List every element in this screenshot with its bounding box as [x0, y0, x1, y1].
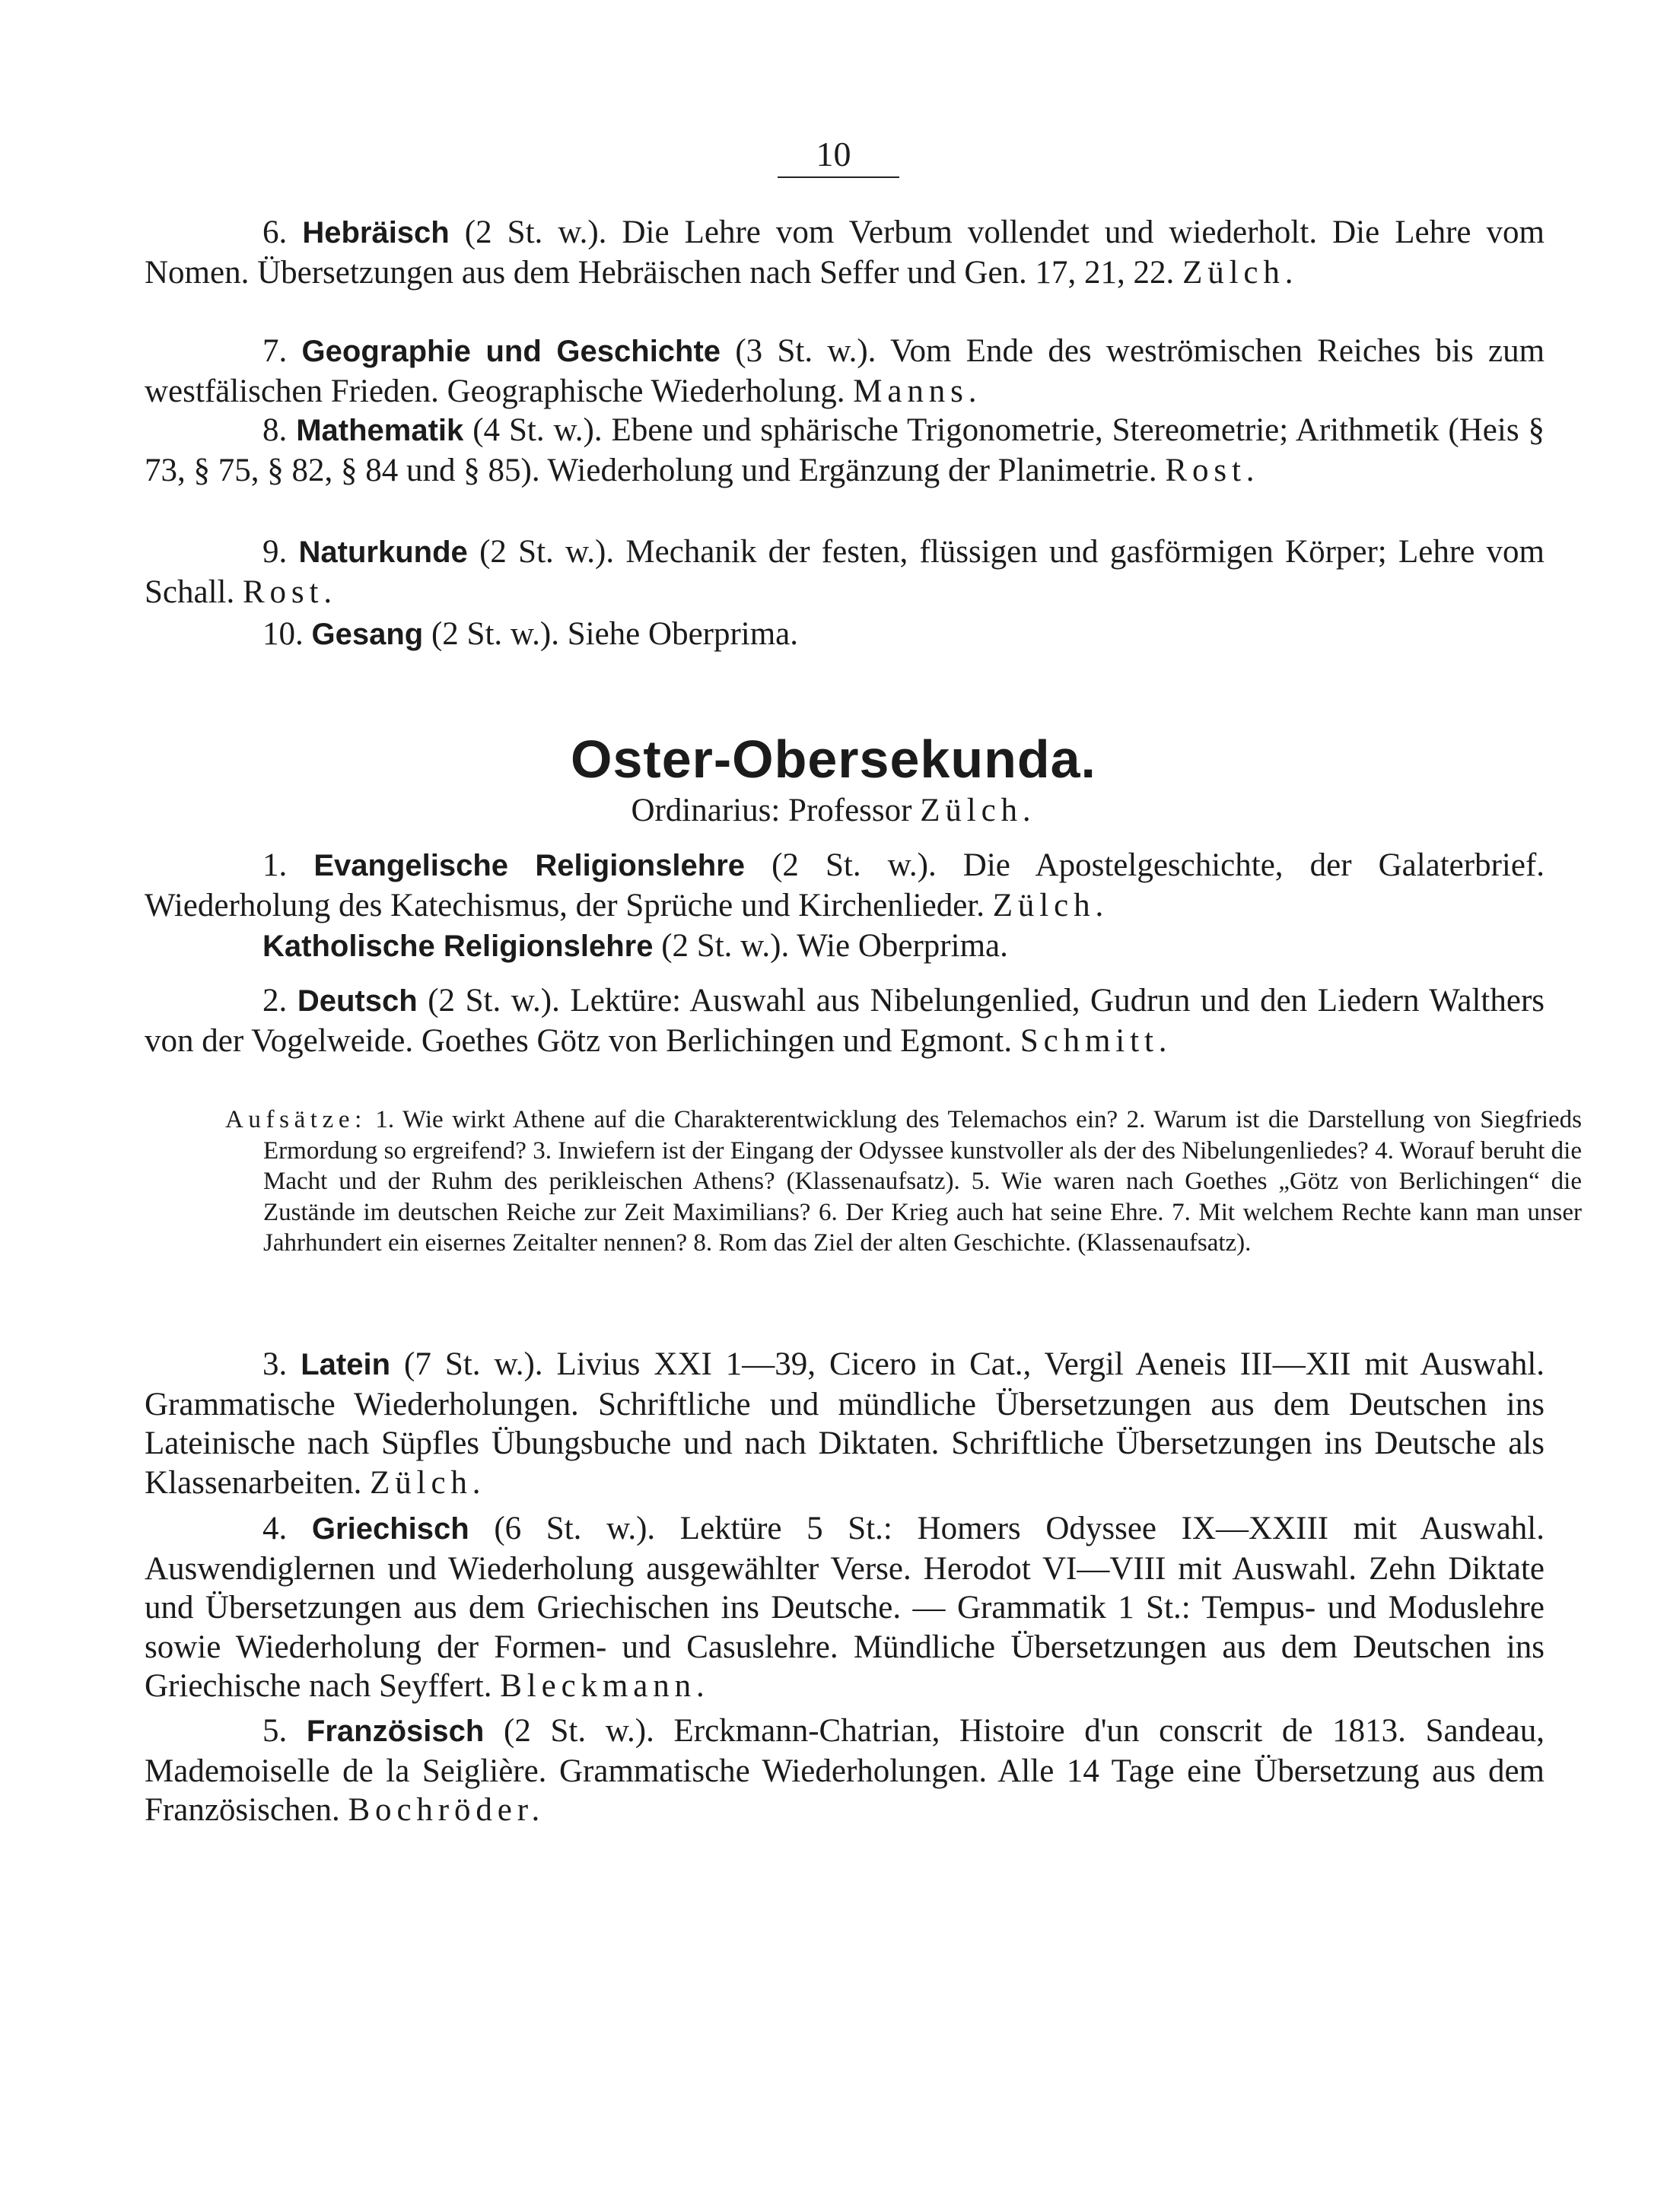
section-text: (2 St. w.). Wie Oberprima. [661, 928, 1008, 964]
subject-title: Mathematik [296, 414, 464, 447]
section-text: (2 St. w.). Die Lehre vom Verbum vollendet und wiederholt. Die Lehre vom Nomen. Übersetzungen aus dem Hebräischen nach Seffer und Gen. 17, 21, 22. [145, 215, 1545, 291]
aufsaetze-label: Aufsätze: [225, 1106, 367, 1133]
section-religion-evangelisch [145, 846, 1545, 925]
section-number: 6. [262, 215, 288, 250]
teacher-name: Rost. [1165, 452, 1260, 488]
teacher-name: Bleckmann. [500, 1668, 710, 1704]
subject-title: Naturkunde [298, 536, 468, 569]
section-text: (2 St. w.). Lektüre: Auswahl aus Nibelungenlied, Gudrun und den Liedern Walthers von der Vogelweide. Goethes Götz von Berlichingen und Egmont. [145, 983, 1545, 1059]
teacher-name: Schmitt. [1020, 1022, 1172, 1059]
teacher-name: Zülch. [370, 1464, 486, 1501]
subject-title: Griechisch [311, 1512, 469, 1546]
teacher-name: Rost. [242, 574, 337, 610]
section-religion-katholisch [145, 926, 1545, 967]
ordinarius-name: Zülch. [920, 793, 1036, 828]
section-text: (7 St. w.). Livius XXI 1—39, Cicero in Cat., Vergil Aeneis III—XII mit Auswahl. Grammatische Wiederholungen. Schriftliche und mündliche Übersetzungen aus dem Deutschen ins Lateinische nach Süpfles Übungsbuche und nach Diktaten. Schriftliche Übersetzungen ins Deutsche als Klassenarbeiten. [145, 1346, 1545, 1501]
section-number: 8. [262, 412, 288, 448]
section-text: (4 St. w.). Ebene und sphärische Trigonometrie, Stereometrie; Arithmetik (Heis § 73, § 75, § 82, § 84 und § 85). Wiederholung und Ergänzung der Planimetrie. [145, 412, 1545, 488]
teacher-name: Manns. [853, 373, 982, 409]
subject-title: Deutsch [297, 984, 418, 1018]
subject-title: Katholische Religionslehre [262, 930, 654, 963]
subject-title: Geographie und Geschichte [301, 335, 721, 368]
section-mathematik [145, 411, 1545, 490]
section-hebraeisch [145, 213, 1545, 292]
subject-title: Evangelische Religionslehre [313, 849, 746, 882]
section-number: 3. [262, 1346, 288, 1382]
subject-title: Hebräisch [302, 216, 450, 249]
section-text: (2 St. w.). Mechanik der festen, flüssigen und gasförmigen Körper; Lehre vom Schall. [145, 534, 1545, 610]
section-number: 4. [262, 1511, 288, 1546]
aufsaetze-list [225, 1104, 1582, 1259]
teacher-name: Zülch. [992, 887, 1109, 923]
section-number: 10. [262, 616, 304, 652]
teacher-name: Zülch. [1182, 254, 1299, 291]
section-number: 5. [262, 1713, 288, 1749]
section-text: (2 St. w.). Die Apostelgeschichte, der Galaterbrief. Wiederholung des Katechismus, der Sprüche und Kirchenlieder. [145, 847, 1545, 923]
teacher-name: Bochröder. [348, 1792, 546, 1828]
aufsaetze-text: 1. Wie wirkt Athene auf die Charakterentwicklung des Telemachos ein? 2. Warum ist die Darstellung von Siegfrieds Ermordung so ergreifend? 3. Inwiefern ist der Eingang der Odyssee kunstvoller als der des Nibelungenliedes? 4. Worauf beruht die Macht und der Ruhm des perikleischen Athens? (Klassenaufsatz). 5. Wie waren nach Goethes „Götz von Berlichingen“ die Zustände im deutschen Reiche zur Zeit Maximilians? 6. Der Krieg auch hat seine Ehre. 7. Mit welchem Rechte kann man unser Jahrhundert ein eisernes Zeitalter nennen? 8. Rom das Ziel der alten Geschichte. (Klassenaufsatz). [263, 1106, 1583, 1257]
page-number-rule [778, 176, 899, 178]
section-text: (2 St. w.). Siehe Oberprima. [431, 616, 799, 652]
section-number: 9. [262, 534, 288, 570]
section-latein [145, 1345, 1545, 1502]
ordinarius-line [0, 791, 1667, 831]
subject-title: Französisch [306, 1715, 485, 1748]
section-franzoesisch [145, 1711, 1545, 1830]
section-text: (6 St. w.). Lektüre 5 St.: Homers Odyssee IX—XXIII mit Auswahl. Auswendiglernen und Wiederholung ausgewählter Verse. Herodot VI—VIII mit Auswahl. Zehn Diktate und Übersetzungen aus dem Griechischen ins Deutsche. — Grammatik 1 St.: Tempus- und Moduslehre sowie Wiederholung der Formen- und Casuslehre. Mündliche Übersetzungen aus dem Deutschen ins Griechische nach Seyffert. [145, 1511, 1545, 1704]
section-text: (3 St. w.). Vom Ende des weströmischen Reiches bis zum westfälischen Frieden. Geographische Wiederholung. [145, 333, 1545, 409]
section-naturkunde [145, 532, 1545, 612]
subject-title: Gesang [311, 618, 424, 651]
section-number: 1. [262, 847, 288, 883]
section-gesang [145, 615, 1545, 655]
subject-title: Latein [301, 1348, 391, 1381]
class-heading: Oster-Obersekunda. [571, 729, 1096, 789]
section-deutsch [145, 981, 1545, 1060]
section-number: 7. [262, 333, 288, 369]
section-geographie [145, 332, 1545, 411]
section-number: 2. [262, 983, 288, 1019]
section-griechisch [145, 1509, 1545, 1706]
section-text: (2 St. w.). Erckmann-Chatrian, Histoire d'un conscrit de 1813. Sandeau, Mademoiselle de la Seiglière. Grammatische Wiederholungen. Alle 14 Tage eine Übersetzung aus dem Französischen. [145, 1713, 1545, 1828]
page-number: 10 [816, 135, 851, 173]
ordinarius-label: Ordinarius: Professor [631, 793, 912, 828]
